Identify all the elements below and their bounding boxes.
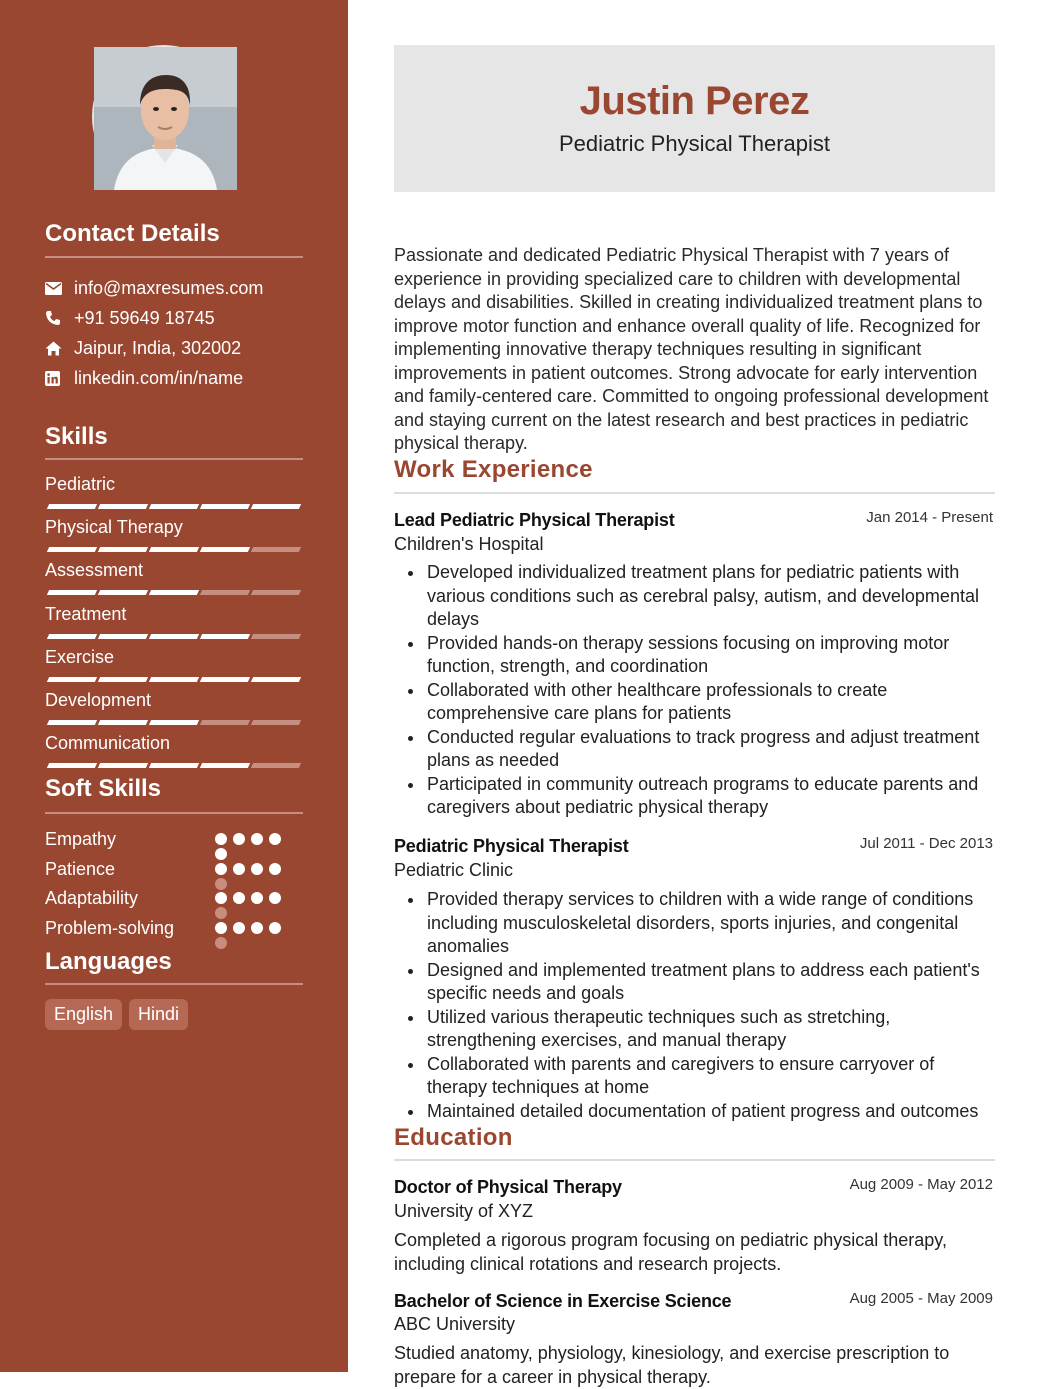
profile-summary: Passionate and dedicated Pediatric Physical Therapist with 7 years of experience in providing specialized care to children with developmental delays and disabilities. Skilled in creating individualized treatment plans to improve motor function and enhance overall quality of life. Recognized for implementing innovative therapy techniques resulting in significant improvements in patient outcomes. Strong advocate for early intervention and family-centered care. Committed to ongoing professional development and staying current on the latest research and best practices in pediatric physical therapy.	[394, 245, 989, 453]
name-header	[394, 45, 995, 192]
job-dates: Jan 2014 - Present	[866, 509, 993, 526]
skill-level-segment	[200, 763, 250, 768]
list-item: Collaborated with parents and caregivers to ensure carryover of therapy techniques at home	[394, 1053, 998, 1100]
candidate-name: Justin Perez	[579, 79, 810, 123]
education-degree: Bachelor of Science in Exercise Science	[394, 1291, 732, 1311]
skill-level-segment	[47, 763, 97, 768]
job-dates: Jul 2011 - Dec 2013	[859, 835, 993, 852]
job-role: Lead Pediatric Physical Therapist	[394, 510, 675, 530]
languages-heading: Languages	[45, 948, 172, 975]
skill-level-segment	[149, 504, 199, 509]
skill-level-segment	[47, 547, 97, 552]
skill-level-segment	[98, 504, 148, 509]
skill-level-segment	[200, 677, 250, 682]
education-description: Studied anatomy, physiology, kinesiology, and exercise prescription to prepare for a career in physical therapy.	[394, 1343, 950, 1387]
soft-skill-dot	[215, 878, 227, 890]
contact-email[interactable]	[45, 276, 263, 300]
language-chip: English	[45, 999, 122, 1030]
skill-level-segment	[98, 677, 148, 682]
skill-level-segment	[149, 590, 199, 595]
skill-level-segment	[149, 677, 199, 682]
skill-level-segment	[98, 547, 148, 552]
soft-skill-dot	[215, 863, 227, 875]
soft-skill-dot	[233, 892, 245, 904]
home-icon	[45, 341, 74, 356]
soft-skills-heading: Soft Skills	[45, 775, 162, 802]
list-item: Maintained detailed documentation of patient progress and outcomes	[394, 1100, 998, 1124]
job-org: Pediatric Clinic	[394, 860, 514, 880]
skill-name: Development	[45, 690, 152, 710]
skill-level-segment	[200, 634, 250, 639]
skill-name: Exercise	[45, 646, 115, 667]
skill-name: Physical Therapy	[45, 517, 183, 538]
contact-heading: Contact Details	[45, 220, 220, 247]
soft-skill-dot	[215, 937, 227, 949]
skill-level-segment	[47, 677, 97, 682]
skill-level-bar	[45, 547, 301, 554]
skill-name: Assessment	[45, 560, 144, 581]
soft-skill-dot	[233, 833, 245, 845]
soft-skill-dot	[251, 863, 263, 875]
contact-address-text: Jaipur, India, 302002	[74, 337, 242, 358]
skill-level-segment	[200, 504, 250, 509]
soft-skill-name: Empathy	[45, 829, 117, 849]
skill-level-segment	[47, 590, 97, 595]
skill-level-bar	[45, 634, 301, 641]
education-heading: Education	[394, 1124, 513, 1151]
soft-skills-divider	[45, 812, 303, 814]
soft-skill-name: Problem-solving	[45, 917, 175, 938]
phone-icon	[45, 310, 74, 326]
skill-level-segment	[251, 504, 301, 509]
skill-level-segment	[149, 547, 199, 552]
contact-divider	[45, 256, 303, 258]
profile-photo	[92, 45, 235, 188]
contact-linkedin[interactable]	[45, 366, 243, 390]
sidebar	[0, 0, 348, 1372]
soft-skill-dot	[215, 907, 227, 919]
job-bullets	[394, 888, 998, 1123]
education-school: University of XYZ	[394, 1201, 534, 1221]
language-chip: Hindi	[129, 999, 188, 1030]
list-item: Participated in community outreach programs to educate parents and caregivers about pediatric physical therapy	[394, 773, 998, 820]
skills-heading: Skills	[45, 423, 108, 450]
work-divider	[394, 492, 995, 494]
list-item: Collaborated with other healthcare professionals to create comprehensive care plans for patients	[394, 679, 998, 726]
soft-skill-dot	[215, 922, 227, 934]
skill-level-segment	[149, 763, 199, 768]
skill-level-segment	[251, 634, 301, 639]
work-heading: Work Experience	[394, 456, 593, 483]
soft-skill-dot	[233, 863, 245, 875]
skill-level-segment	[98, 590, 148, 595]
soft-skill-dot	[251, 833, 263, 845]
soft-skill-dot	[233, 922, 245, 934]
skill-level-bar	[45, 590, 301, 597]
skill-level-segment	[251, 590, 301, 595]
job-role: Pediatric Physical Therapist	[394, 836, 629, 856]
list-item: Utilized various therapeutic techniques such as stretching, strengthening exercises, and manual therapy	[394, 1006, 998, 1053]
soft-skill-dot	[251, 892, 263, 904]
soft-skill-name: Patience	[45, 858, 116, 879]
skill-name: Communication	[45, 733, 171, 754]
soft-skill-dot	[269, 922, 281, 934]
skill-level-segment	[98, 763, 148, 768]
candidate-title: Pediatric Physical Therapist	[558, 131, 831, 156]
skill-level-segment	[200, 590, 250, 595]
skill-level-segment	[98, 634, 148, 639]
skill-level-segment	[149, 720, 199, 725]
skill-name: Pediatric	[45, 474, 116, 494]
skill-level-segment	[47, 720, 97, 725]
skill-level-segment	[251, 677, 301, 682]
soft-skill-dot	[215, 833, 227, 845]
languages-divider	[45, 983, 303, 985]
skill-name: Treatment	[45, 603, 127, 624]
contact-address	[45, 336, 241, 360]
soft-skill-dot	[251, 922, 263, 934]
linkedin-icon	[45, 371, 74, 386]
list-item: Developed individualized treatment plans for pediatric patients with various conditions such as cerebral palsy, autism, and developmental delays	[394, 561, 998, 632]
soft-skill-dot	[269, 892, 281, 904]
skill-level-segment	[47, 504, 97, 509]
contact-phone[interactable]	[45, 306, 215, 330]
contact-linkedin-text: linkedin.com/in/name	[74, 367, 244, 388]
skill-level-segment	[251, 547, 301, 552]
job-org: Children's Hospital	[394, 534, 544, 554]
skill-level-segment	[149, 634, 199, 639]
list-item: Designed and implemented treatment plans to address each patient's specific needs and goals	[394, 959, 998, 1006]
envelope-icon	[45, 282, 74, 295]
soft-skill-dot	[269, 863, 281, 875]
soft-skill-dot	[215, 848, 227, 860]
list-item: Provided therapy services to children with a wide range of conditions including musculoskeletal disorders, sports injuries, and congenital anomalies	[394, 888, 998, 959]
soft-skill-name: Adaptability	[45, 888, 139, 908]
soft-skill-dot	[215, 892, 227, 904]
skill-level-segment	[251, 763, 301, 768]
soft-skill-dot	[269, 833, 281, 845]
skill-level-bar	[45, 677, 301, 684]
skill-level-segment	[98, 720, 148, 725]
education-description: Completed a rigorous program focusing on pediatric physical therapy, including clinical rotations and research projects.	[394, 1230, 947, 1274]
skill-level-bar	[45, 763, 301, 770]
education-school: ABC University	[394, 1314, 516, 1334]
skills-divider	[45, 458, 303, 460]
skill-level-segment	[200, 720, 250, 725]
skill-level-bar	[45, 720, 301, 727]
contact-phone-text: +91 59649 18745	[74, 307, 215, 328]
list-item: Conducted regular evaluations to track progress and adjust treatment plans as needed	[394, 726, 998, 773]
job-bullets	[394, 561, 998, 820]
list-item: Provided hands-on therapy sessions focusing on improving motor function, strength, and coordination	[394, 632, 998, 679]
skill-level-segment	[251, 720, 301, 725]
education-divider	[394, 1159, 995, 1161]
skill-level-segment	[200, 547, 250, 552]
skill-level-segment	[47, 634, 97, 639]
education-dates: Aug 2009 - May 2012	[849, 1176, 993, 1193]
education-dates: Aug 2005 - May 2009	[849, 1290, 993, 1307]
education-degree: Doctor of Physical Therapy	[394, 1177, 622, 1197]
skill-level-bar	[45, 504, 301, 511]
contact-email-text: info@maxresumes.com	[74, 277, 264, 298]
